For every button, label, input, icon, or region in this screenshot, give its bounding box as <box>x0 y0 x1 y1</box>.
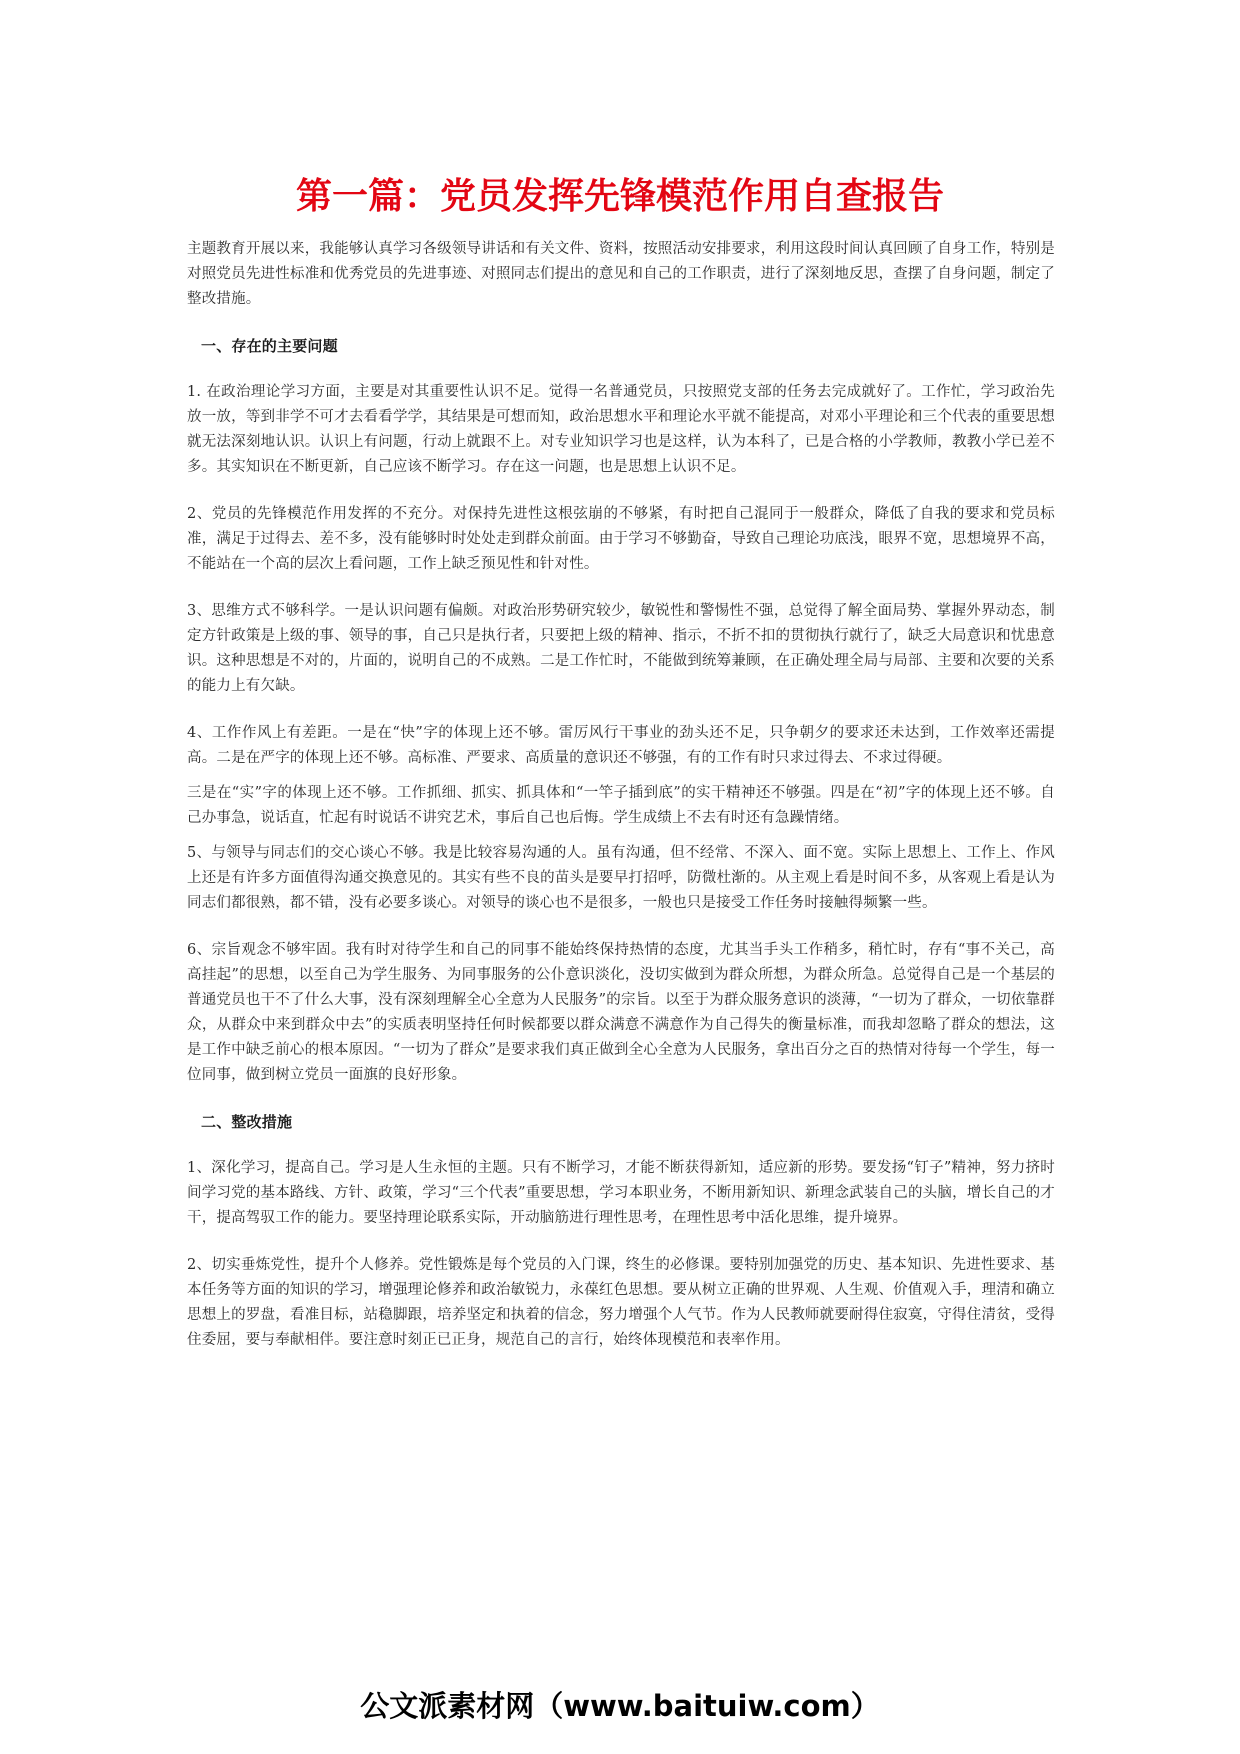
intro-paragraph: 主题教育开展以来，我能够认真学习各级领导讲话和有关文件、资料，按照活动安排要求，利用这段时间认真回顾了自身工作，特别是对照党员先进性标准和优秀党员的先进事迹、对照同志们提出的意见和自己的工作职责，进行了深刻地反思，查摆了自身问题，制定了整改措施。 <box>187 241 1055 307</box>
measure-paragraph-1: 1、深化学习，提高自己。学习是人生永恒的主题。只有不断学习，才能不断获得新知，适应新的形势。要发扬“钉子”精神，努力挤时间学习党的基本路线、方针、政策，学习“三个代表”重要思想，学习本职业务，不断用新知识、新理念武装自己的头脑，增长自己的才干，提高驾驭工作的能力。要坚持理论联系实际，开动脑筋进行理性思考，在理性思考中活化思维，提升境界。 <box>187 1160 1055 1226</box>
problem-paragraph-4-continued: 三是在“实”字的体现上还不够。工作抓细、抓实、抓具体和“一竿子插到底”的实干精神还不够强。四是在“初”字的体现上还不够。自己办事急，说话直，忙起有时说话不讲究艺术，事后自己也后悔。学生成绩上不去有时还有急躁情绪。 <box>187 785 1055 826</box>
problem-paragraph-5: 5、与领导与同志们的交心谈心不够。我是比较容易沟通的人。虽有沟通，但不经常、不深入、面不宽。实际上思想上、工作上、作风上还是有许多方面值得沟通交换意见的。其实有些不良的苗头是要早打招呼，防微杜渐的。从主观上看是时间不多，从客观上看是认为同志们都很熟，都不错，没有必要多谈心。对领导的谈心也不是很多，一般也只是接受工作任务时接触得频繁一些。 <box>187 845 1055 911</box>
document-body <box>187 237 1055 1375</box>
problem-paragraph-3: 3、思维方式不够科学。一是认识问题有偏颇。对政治形势研究较少，敏锐性和警惕性不强，总觉得了解全面局势、掌握外界动态，制定方针政策是上级的事、领导的事，自己只是执行者，只要把上级的精神、指示，不折不扣的贯彻执行就行了，缺乏大局意识和忧患意识。这种思想是不对的，片面的，说明自己的不成熟。二是工作忙时，不能做到统筹兼顾，在正确处理全局与局部、主要和次要的关系的能力上有欠缺。 <box>187 603 1055 694</box>
footer-watermark: 公文派素材网（www.baituiw.com） <box>360 1689 880 1723</box>
section-heading-measures: 二、整改措施 <box>201 1113 293 1131</box>
problem-paragraph-2: 2、党员的先锋模范作用发挥的不充分。对保持先进性这根弦崩的不够紧，有时把自己混同于一般群众，降低了自我的要求和党员标准，满足于过得去、差不多，没有能够时时处处走到群众前面。由于学习不够勤奋，导致自己理论功底浅，眼界不宽，思想境界不高，不能站在一个高的层次上看问题，工作上缺乏预见性和针对性。 <box>187 506 1055 572</box>
document-title: 第一篇：党员发挥先锋模范作用自查报告 <box>295 176 944 217</box>
problem-paragraph-4: 4、工作作风上有差距。一是在“快”字的体现上还不够。雷厉风行干事业的劲头还不足，只争朝夕的要求还未达到，工作效率还需提高。二是在严字的体现上还不够。高标准、严要求、高质量的意识还不够强，有的工作有时只求过得去、不求过得硬。 <box>187 725 1055 766</box>
section-heading-problems: 一、存在的主要问题 <box>201 337 338 355</box>
measure-paragraph-2: 2、切实垂炼党性，提升个人修养。党性锻炼是每个党员的入门课，终生的必修课。要特别加强党的历史、基本知识、先进性要求、基本任务等方面的知识的学习，增强理论修养和政治敏锐力，永葆红色思想。要从树立正确的世界观、人生观、价值观入手，理清和确立思想上的罗盘，看准目标，站稳脚跟，培养坚定和执着的信念，努力增强个人气节。作为人民教师就要耐得住寂寞，守得住清贫，受得住委屈，要与奉献相伴。要注意时刻正已正身，规范自己的言行，始终体现模范和表率作用。 <box>187 1257 1055 1348</box>
problem-paragraph-1: 1. 在政治理论学习方面，主要是对其重要性认识不足。觉得一名普通党员，只按照党支部的任务去完成就好了。工作忙，学习政治先放一放，等到非学不可才去看看学学，其结果是可想而知，政治思想水平和理论水平就不能提高，对邓小平理论和三个代表的重要思想就无法深刻地认识。认识上有问题，行动上就跟不上。对专业知识学习也是这样，认为本科了，已是合格的小学教师，教教小学已差不多。其实知识在不断更新，自己应该不断学习。存在这一问题，也是思想上认识不足。 <box>187 384 1055 475</box>
problem-paragraph-6: 6、宗旨观念不够牢固。我有时对待学生和自己的同事不能始终保持热情的态度，尤其当手头工作稍多，稍忙时，存有“事不关己，高高挂起”的思想，以至自己为学生服务、为同事服务的公仆意识淡化，没切实做到为群众所想，为群众所急。总觉得自己是一个基层的普通党员也干不了什么大事，没有深刻理解全心全意为人民服务”的宗旨。以至于为群众服务意识的淡薄，“一切为了群众，一切依靠群众，从群众中来到群众中去”的实质表明坚持任何时候都要以群众满意不满意作为自己得失的衡量标准，而我却忽略了群众的想法，这是工作中缺乏前心的根本原因。“一切为了群众”是要求我们真正做到全心全意为人民服务，拿出百分之百的热情对待每一个学生，每一位同事，做到树立党员一面旗的良好形象。 <box>187 942 1055 1083</box>
